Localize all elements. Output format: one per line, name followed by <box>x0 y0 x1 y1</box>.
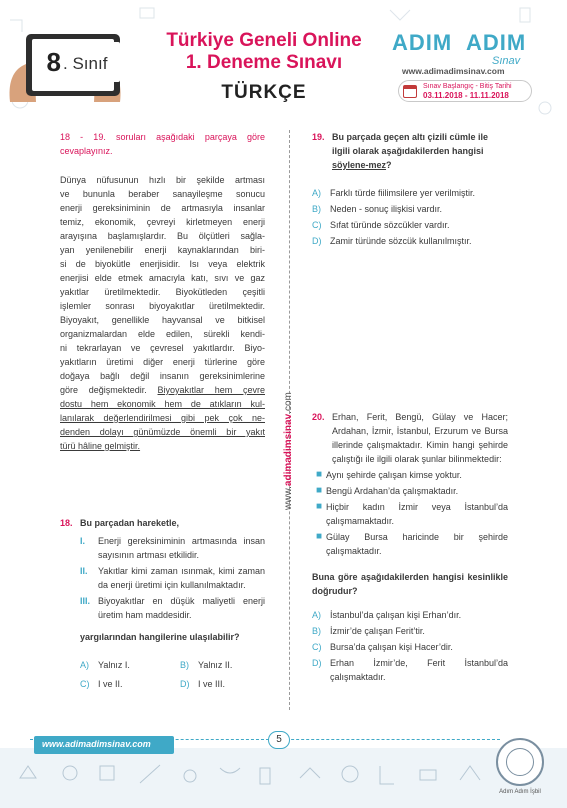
option-letter: A) <box>80 660 89 670</box>
answer-option[interactable] <box>312 640 508 654</box>
underlined-sentence: türü hâline gelmiştir. <box>60 441 141 451</box>
option-text: Sıfat türünde sözcükler vardır. <box>330 220 450 230</box>
passage-line <box>60 411 265 425</box>
question-text: Bu parçada geçen altı çizili cümle ile ilgili olarak aşağıdakilerden hangisi söylene-mez? <box>332 132 489 170</box>
question-19-options <box>312 186 508 248</box>
answer-option[interactable] <box>312 608 508 622</box>
question-20-conditions <box>316 468 508 558</box>
page-header <box>0 0 567 118</box>
passage-text: Dünya nüfusunun hızlı bir şekilde artması <box>60 175 265 185</box>
option-letter: C) <box>80 679 90 689</box>
question-number: 19. <box>312 132 325 142</box>
question-text: Bu parçadan hareketle, <box>80 518 180 528</box>
option-text: Yalnız I. <box>98 660 130 670</box>
passage-line <box>60 313 265 327</box>
passage-line <box>60 439 265 453</box>
option-text: Erhan İzmir’de, Ferit İstanbul’da çalışmaktadır. <box>330 658 508 682</box>
option-letter: C) <box>312 220 322 230</box>
option-letter: D) <box>312 236 322 246</box>
underlined-sentence: Biyoyakıtlar hem çevre <box>157 385 265 395</box>
footer-doodles <box>0 748 567 808</box>
bullet-icon: ■ <box>316 469 323 480</box>
option-text: I ve II. <box>98 679 123 689</box>
brand-url[interactable]: www.adimadimsinav.com <box>402 66 505 76</box>
condition-item <box>316 500 508 528</box>
passage-text: işlemler sonrası biyoyakıtlar üretilmektedir. <box>60 301 265 311</box>
passage-text: enerji gereksiniminin de artmasıyla insanlar <box>60 203 265 213</box>
passage-line <box>60 173 265 187</box>
underlined-sentence: dostu hem ekonomik hem de atıkların kul- <box>60 399 265 409</box>
passage-line <box>60 383 265 397</box>
passage-line <box>60 243 265 257</box>
option-letter: A) <box>312 188 321 198</box>
passage-text: ni tekrarlayan ve çevresel yakıtlardır. Biyo- <box>60 343 265 353</box>
answer-option[interactable] <box>80 658 180 672</box>
answer-option[interactable] <box>312 624 508 638</box>
date-label: Sınav Başlangıç - Bitiş Tarihi <box>423 83 512 90</box>
premise-text: Biyoyakıtlar en düşük maliyetli enerji üretim ham maddesidir. <box>98 596 265 620</box>
passage-line <box>60 285 265 299</box>
option-text: Zamir türünde sözcük kullanılmıştır. <box>330 236 472 246</box>
date-range: 03.11.2018 - 11.11.2018 <box>423 91 509 100</box>
premise-text: Enerji gereksiniminin artmasında insan sayısının artması etkilidir. <box>98 536 265 560</box>
reading-passage <box>60 173 265 453</box>
question-number: 18. <box>60 518 73 528</box>
premise-label: I. <box>80 536 86 546</box>
answer-option[interactable] <box>312 186 508 200</box>
condition-text: Gülay Bursa haricinde bir şehirde çalışmaktadır. <box>326 532 508 556</box>
question-20-stem <box>312 410 508 466</box>
answer-option[interactable] <box>80 677 180 691</box>
premise-item <box>80 564 265 592</box>
passage-text: si de biyokütle enerjisidir. Isı veya elektrik <box>60 259 265 269</box>
passage-line <box>60 355 265 369</box>
publisher-seal <box>496 738 544 786</box>
side-url: www.adimadimsinav.com <box>283 392 294 510</box>
brand-logo <box>388 24 538 67</box>
answer-option[interactable] <box>312 656 508 684</box>
answer-option[interactable] <box>180 677 270 691</box>
passage-intro: 18 - 19. soruları aşağıdaki parçaya göre cevaplayınız. <box>60 132 265 156</box>
passage-line <box>60 215 265 229</box>
question-18-stem <box>60 516 265 530</box>
passage-line <box>60 201 265 215</box>
brand-word-1: ADIM <box>392 30 453 55</box>
option-letter: B) <box>312 626 321 636</box>
option-text: Yalnız II. <box>198 660 233 670</box>
passage-line <box>60 257 265 271</box>
question-20 <box>312 410 508 686</box>
premise-item <box>80 534 265 562</box>
passage-text: Biyoyakıt, genellikle hayvansal ve bitkisel <box>60 315 265 325</box>
passage-text: temiz, ekonomik, çevreyi kirletmeyen enerji <box>60 217 265 227</box>
exam-title: Türkiye Geneli Online <box>166 30 362 51</box>
passage-line <box>60 229 265 243</box>
passage-text: yan yenilenebilir enerji kaynaklarından biri- <box>60 245 265 255</box>
brand-word-2: ADIM <box>466 30 527 55</box>
condition-text: Bengü Ardahan’da çalışmaktadır. <box>326 486 459 496</box>
passage-line <box>60 299 265 313</box>
passage-line <box>60 425 265 439</box>
passage-line <box>60 327 265 341</box>
premise-label: III. <box>80 596 91 606</box>
question-20-question: Buna göre aşağıdakilerden hangisi kesinlikle doğrudur? <box>312 572 508 596</box>
subject-title: TÜRKÇE <box>221 82 307 103</box>
question-18-items <box>80 534 265 622</box>
page-footer <box>0 748 567 808</box>
option-text: İzmir’de çalışan Ferit’tir. <box>330 626 425 636</box>
passage-text: ve bununla beraber sanayileşme sonucu <box>60 189 265 199</box>
answer-option[interactable] <box>312 234 508 248</box>
answer-option[interactable] <box>180 658 270 672</box>
option-letter: A) <box>312 610 321 620</box>
premise-label: II. <box>80 566 88 576</box>
page-number: 5 <box>268 731 290 749</box>
grade-display <box>34 42 120 82</box>
question-18 <box>60 516 265 693</box>
option-text: I ve III. <box>198 679 226 689</box>
condition-item <box>316 468 508 482</box>
passage-text: göre değişmektedir. <box>60 385 147 395</box>
condition-item <box>316 484 508 498</box>
seal-text: Adım Adım İşbil <box>499 789 541 795</box>
condition-item <box>316 530 508 558</box>
exam-subtitle: 1. Deneme Sınavı <box>185 52 343 73</box>
passage-text: doğaya bağlı değil insanın gereksinimlerine <box>60 371 265 381</box>
answer-option[interactable] <box>312 218 508 232</box>
condition-text: Hiçbir kadın İzmir veya İstanbul’da çalışmamaktadır. <box>326 502 508 526</box>
passage-line <box>60 271 265 285</box>
passage-line <box>60 341 265 355</box>
premise-text: Yakıtlar kimi zaman ısınmak, kimi zaman da enerji üretimi için kullanılmaktadır. <box>98 566 265 590</box>
grade-number: 8 <box>46 46 62 77</box>
premise-item <box>80 594 265 622</box>
passage-line <box>60 369 265 383</box>
passage-line <box>60 187 265 201</box>
option-letter: C) <box>312 642 322 652</box>
question-18-options <box>80 658 265 693</box>
option-letter: D) <box>180 679 190 689</box>
question-18-question: yargılarından hangilerine ulaşılabilir? <box>80 632 240 642</box>
option-letter: B) <box>312 204 321 214</box>
answer-option[interactable] <box>312 202 508 216</box>
footer-url[interactable]: www.adimadimsinav.com <box>42 739 151 749</box>
option-text: Neden - sonuç ilişkisi vardır. <box>330 204 443 214</box>
passage-text: yakıtlar üretilmektedir. Biyokütleden çeşitli <box>60 287 265 297</box>
bullet-icon: ■ <box>316 485 323 496</box>
grade-label: . Sınıf <box>63 54 108 73</box>
underlined-sentence: denden dolayı günümüzde önemli bir yakıt <box>60 427 265 437</box>
calendar-icon <box>403 85 417 98</box>
bullet-icon: ■ <box>316 531 323 542</box>
brand-sub: Sınav <box>492 55 521 67</box>
passage-text: arayışına başlamışlardır. Bu ölçütleri sağla- <box>60 231 265 241</box>
passage-text: organizmalardan elde edilen, sürekli kendi- <box>60 329 265 339</box>
underlined-sentence: lanılarak değerlendirilmesi gibi pek çok ne- <box>60 413 265 423</box>
question-20-options <box>312 608 508 684</box>
bullet-icon: ■ <box>316 501 323 512</box>
option-text: İstanbul’da çalışan kişi Erhan’dır. <box>330 610 462 620</box>
option-letter: D) <box>312 658 322 668</box>
question-text: Erhan, Ferit, Bengü, Gülay ve Hacer; Ardahan, İzmir, İstanbul, Erzurum ve Bursa illerinde çalışmaktadır. Kimin hangi şehirde çalıştığı ile ilgili olarak şunlar bilinmektedir: <box>332 412 508 464</box>
exam-date-box <box>398 80 532 102</box>
passage-text: yakıtların üretimi diğer enerji türlerine göre <box>60 357 265 367</box>
question-19-stem <box>312 130 508 172</box>
passage-text: enerjisi elde etmek amacıyla katı, sıvı ve gaz <box>60 273 265 283</box>
condition-text: Aynı şehirde çalışan kimse yoktur. <box>326 470 462 480</box>
option-text: Bursa’da çalışan kişi Hacer’dir. <box>330 642 453 652</box>
passage-line <box>60 397 265 411</box>
option-letter: B) <box>180 660 189 670</box>
question-number: 20. <box>312 412 325 422</box>
option-text: Farklı türde fiilimsilere yer verilmiştir. <box>330 188 476 198</box>
question-19 <box>312 130 508 250</box>
